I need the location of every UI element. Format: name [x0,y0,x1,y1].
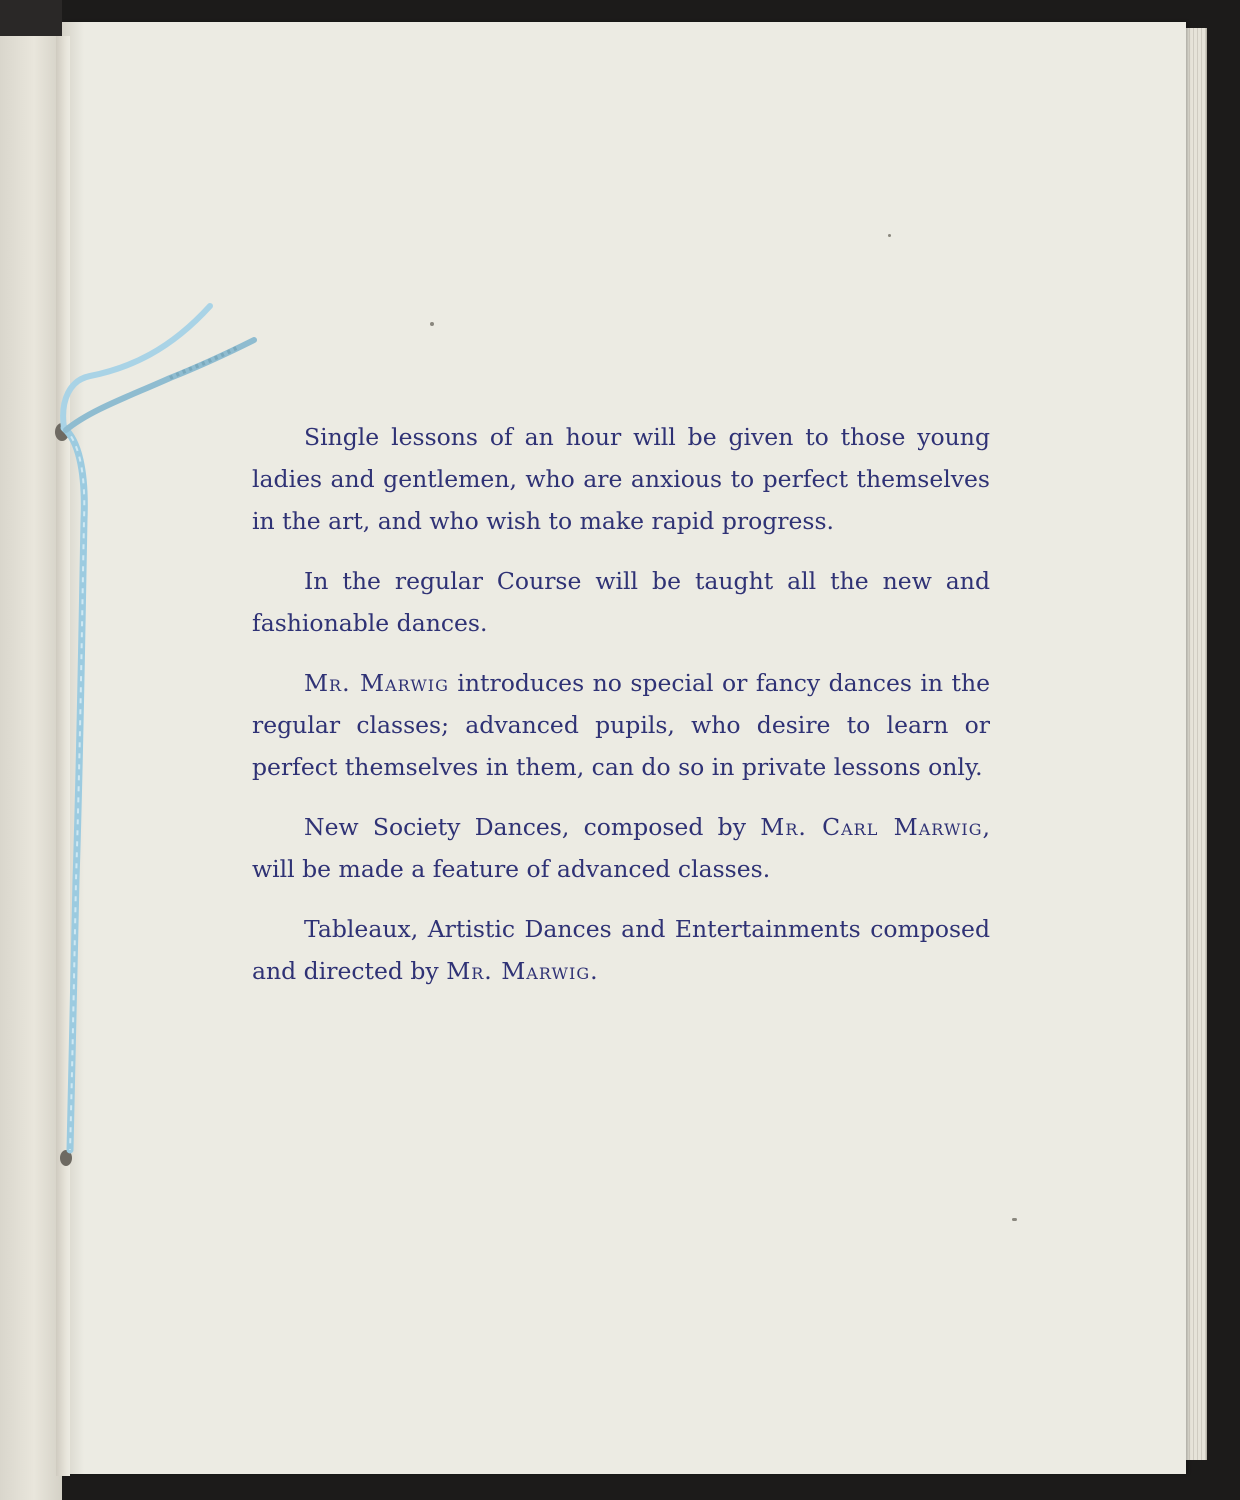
text-run: introduces no special or fancy dances in the regular classes; advanced pupils, who desire to learn or perfect themselves in them, can do so in private lessons only. [252,669,990,781]
string-tail [63,306,210,428]
paragraph [252,662,990,788]
paper-speck [430,322,434,326]
text-run: Tableaux, Artistic Dances and Entertainments composed and directed by [252,915,990,985]
text-run: New Society Dances, composed by [304,813,761,841]
paper-speck [1012,1218,1017,1221]
paragraph [252,416,990,542]
paragraph [252,806,990,890]
paragraph [252,560,990,644]
text-run: In the regular Course will be taught all the new and fashionable dances. [252,567,990,637]
body-text [252,416,990,992]
text-run: . [590,957,598,985]
string-tail [66,340,254,430]
text-run: Single lessons of an hour will be given to those young ladies and gentlemen, who are anxious to perfect themselves in the art, and who wish to make rapid progress. [252,423,990,535]
text-run: , will be made a feature of advanced classes. [252,813,990,883]
name-smallcaps: Mr. Marwig [446,957,591,985]
binding-string [0,0,300,1200]
paragraph [252,908,990,992]
string-strand [64,428,84,1150]
paper-speck [888,234,891,237]
name-smallcaps: Mr. Marwig [304,669,449,697]
name-smallcaps: Mr. Carl Marwig [760,813,983,841]
